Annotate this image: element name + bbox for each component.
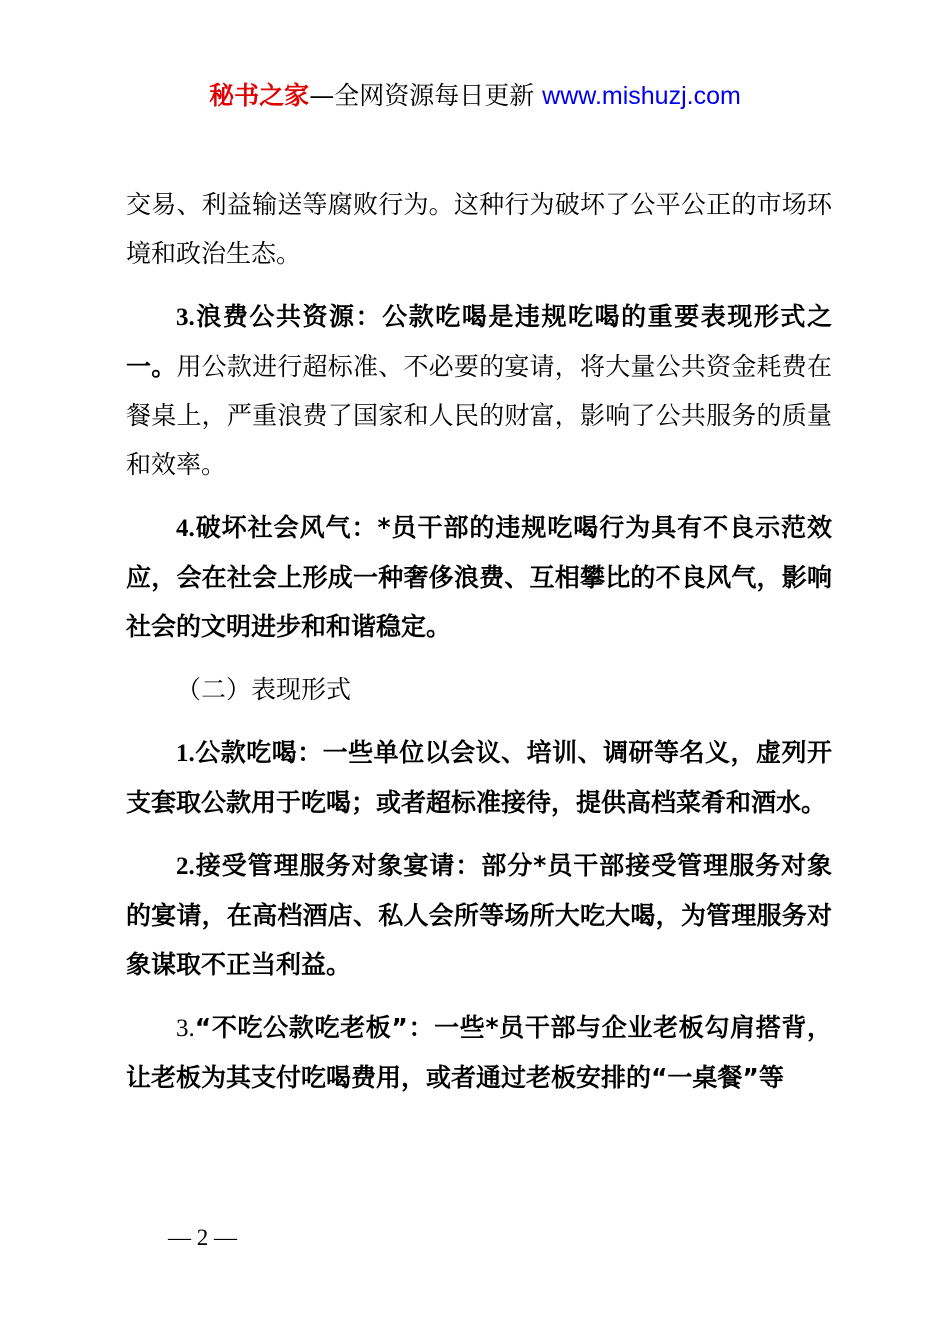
paragraph-continuation — [126, 180, 832, 278]
item-number: 3. — [176, 304, 195, 331]
paragraph-public-funds-dining — [126, 728, 832, 827]
item-number: 2. — [176, 853, 195, 880]
document-body — [126, 180, 832, 1116]
paragraph-text: 用公款进行超标准、不必要的宴请，将大量公共资金耗费在餐桌上，严重浪费了国家和人民的财富，影响了公共服务的质量和效率。 — [126, 352, 832, 479]
page-header — [0, 78, 950, 114]
header-url-link[interactable]: www.mishuzj.com — [542, 82, 741, 110]
section-heading — [126, 665, 832, 714]
item-heading: “不吃公款吃老板”：一些*员干部与企业老板勾肩搭背，让老板为其支付吃喝费用，或者通过老板安排的“一桌餐”等 — [126, 1013, 832, 1092]
paragraph-accept-banquets — [126, 841, 832, 989]
paragraph-boss-paying — [126, 1003, 832, 1102]
header-slogan: —全网资源每日更新 — [309, 81, 535, 110]
paragraph-waste-public-resources — [126, 292, 832, 489]
paragraph-text: 交易、利益输送等腐败行为。这种行为破坏了公平公正的市场环境和政治生态。 — [126, 190, 832, 268]
item-number: 4. — [176, 515, 195, 542]
item-heading: 公款吃喝：一些单位以会议、培训、调研等名义，虚列开支套取公款用于吃喝；或者超标准接待，提供高档菜肴和酒水。 — [126, 738, 832, 817]
item-heading: 接受管理服务对象宴请：部分*员干部接受管理服务对象的宴请，在高档酒店、私人会所等场所大吃大喝，为管理服务对象谋取不正当利益。 — [126, 851, 832, 979]
item-number: 1. — [176, 740, 195, 767]
item-heading: 浪费公共资源：公款吃喝是违规吃喝的重要表现形式之一。 — [126, 302, 832, 381]
header-brand: 秘书之家 — [209, 81, 310, 110]
item-number: 3. — [176, 1015, 195, 1042]
page-number: — 2 — — [168, 1225, 237, 1250]
item-heading: 破坏社会风气：*员干部的违规吃喝行为具有不良示范效应，会在社会上形成一种奢侈浪费、互相攀比的不良风气，影响社会的文明进步和和谐稳定。 — [126, 513, 832, 641]
paragraph-social-atmosphere — [126, 503, 832, 651]
section-heading-text: （二）表现形式 — [176, 675, 352, 704]
